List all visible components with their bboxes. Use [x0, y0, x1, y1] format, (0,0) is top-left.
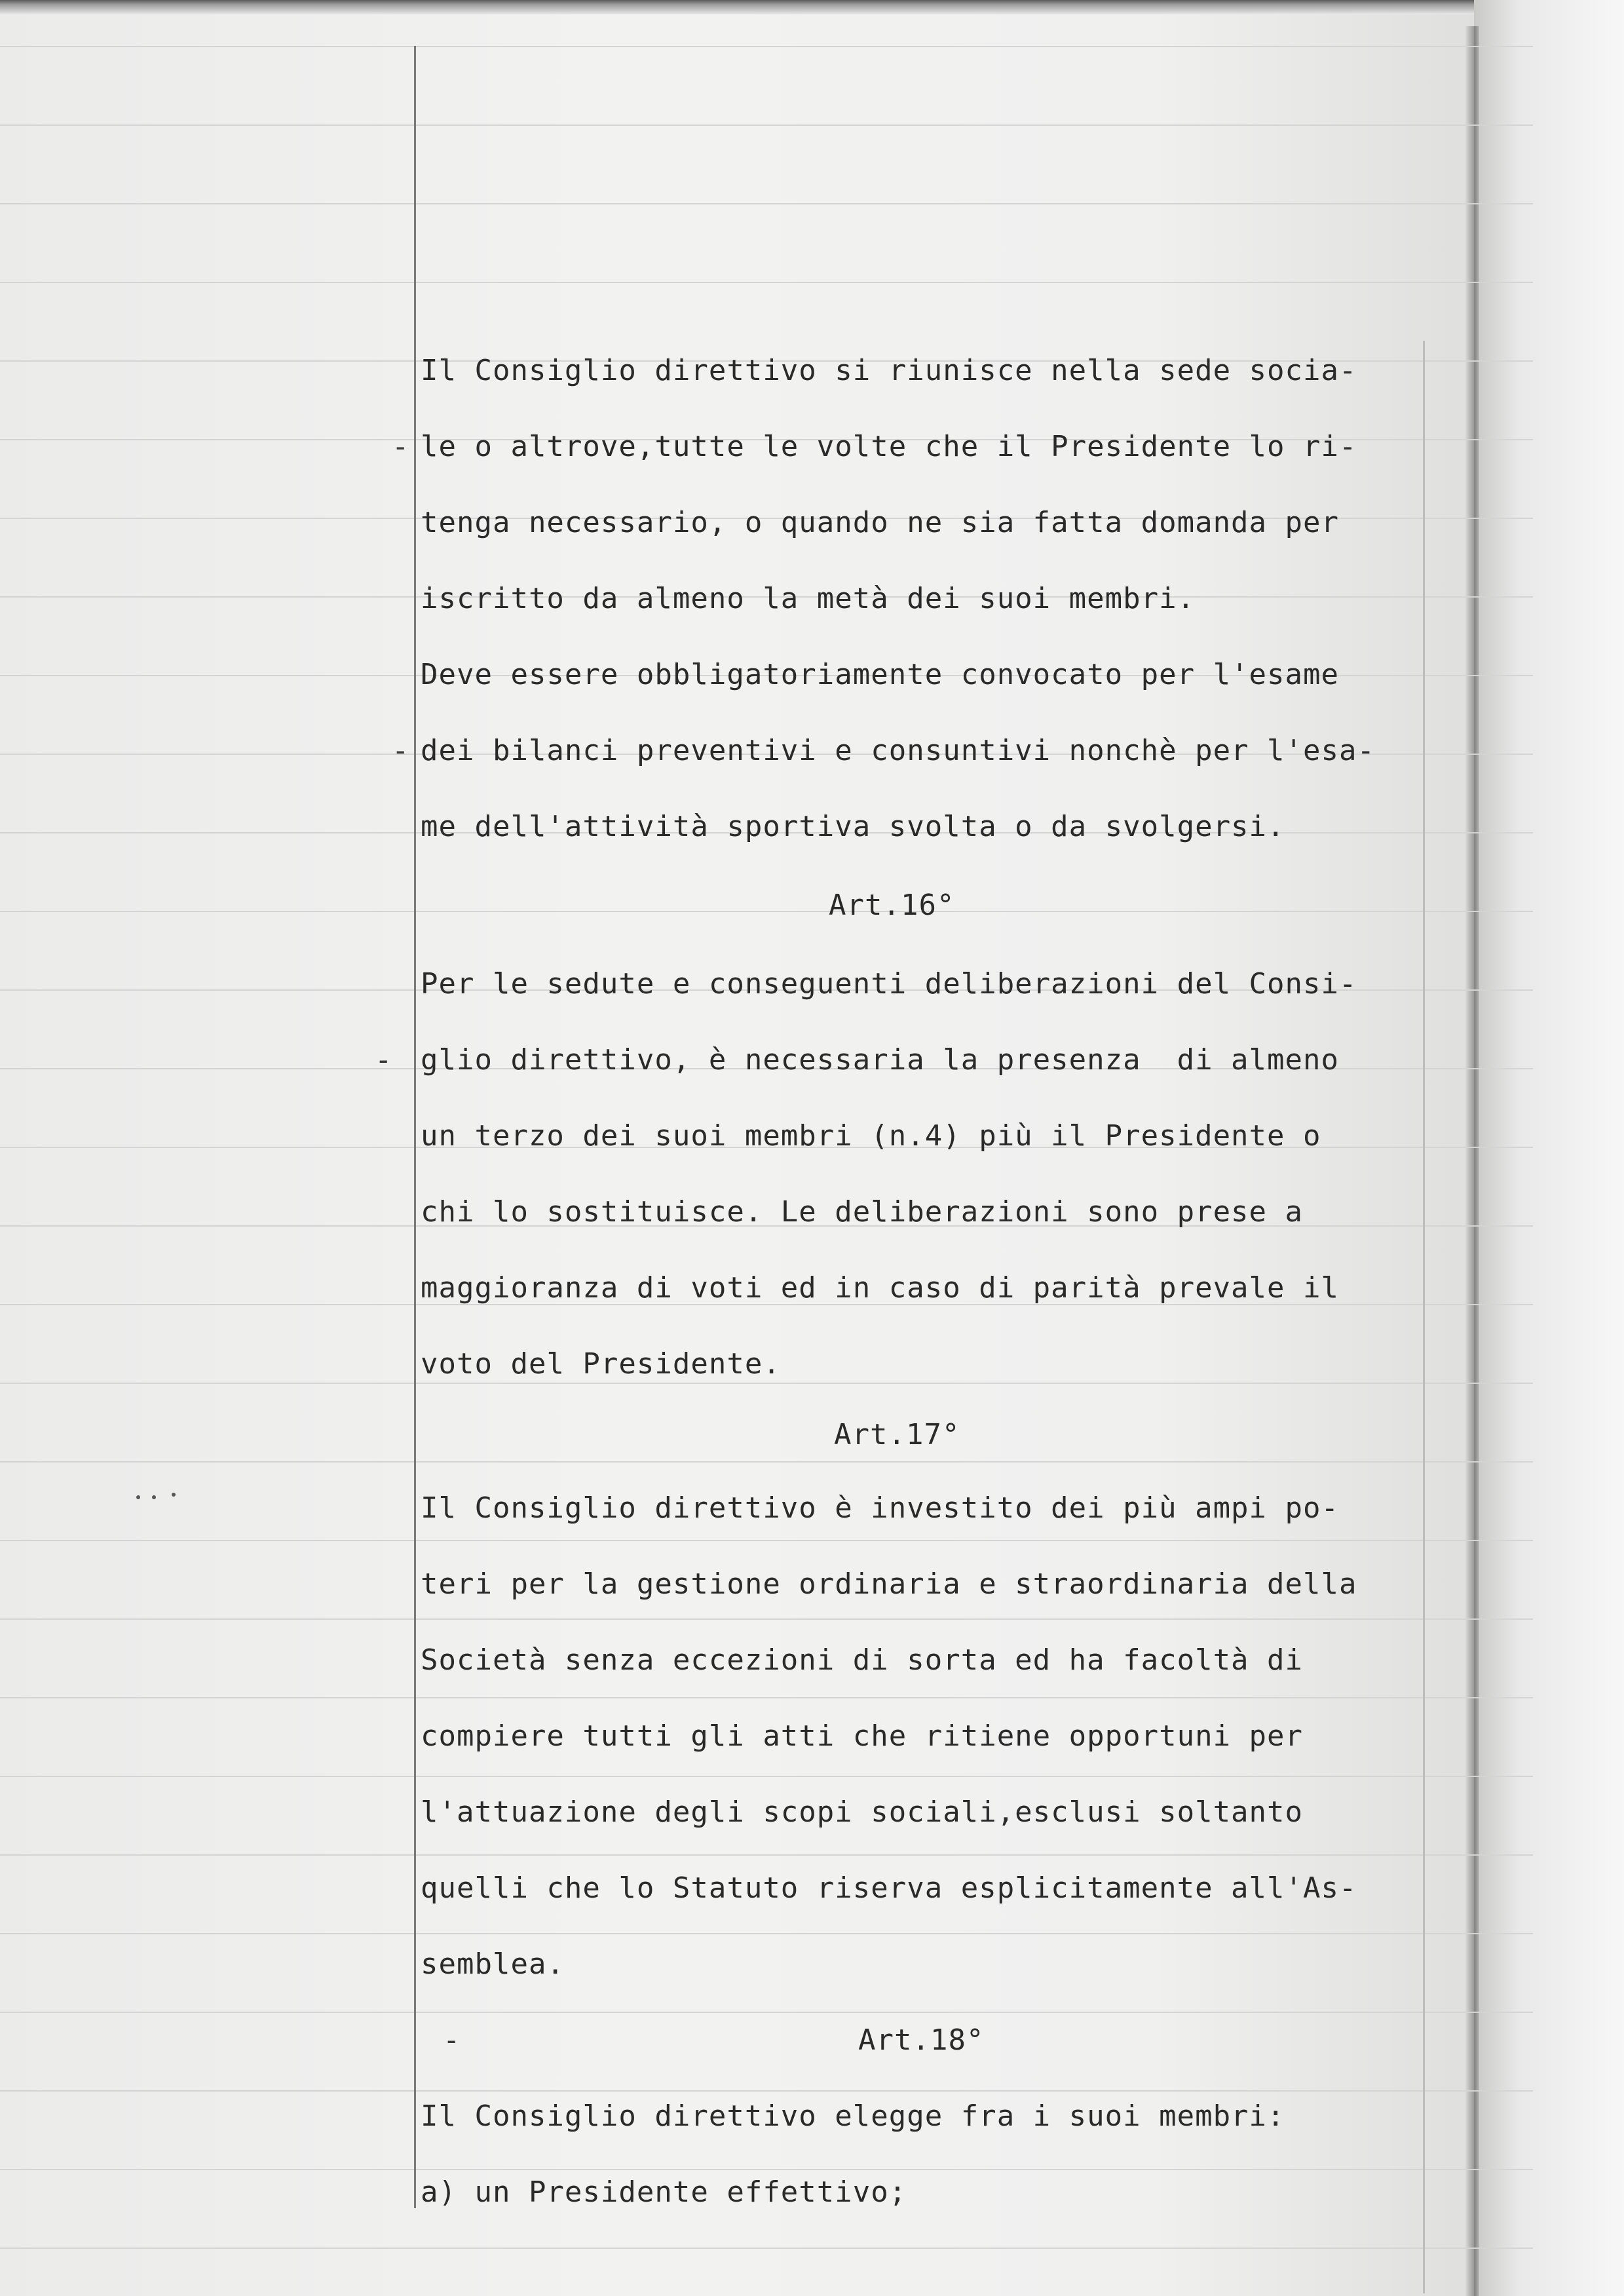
article-heading-16: Art.16°	[829, 889, 955, 922]
ink-speck	[172, 1493, 176, 1497]
ruled-line	[0, 124, 1533, 126]
ruled-line	[0, 2169, 1533, 2170]
ruled-line	[0, 2090, 1533, 2092]
text-line: me dell'attività sportiva svolta o da svolgersi.	[421, 810, 1285, 843]
scan-top-edge	[0, 0, 1624, 14]
text-line: semblea.	[421, 1947, 565, 1981]
ruled-line	[0, 1618, 1533, 1620]
article-heading-17: Art.17°	[834, 1418, 960, 1451]
text-line: quelli che lo Statuto riserva esplicitamente all'As-	[421, 1871, 1357, 1905]
article-heading-18: Art.18°	[858, 2023, 985, 2057]
text-line: maggioranza di voti ed in caso di parità prevale il	[421, 1271, 1340, 1305]
text-line: compiere tutti gli atti che ritiene opportuni per	[421, 1719, 1304, 1753]
text-line: dei bilanci preventivi e consuntivi nonchè per l'esa-	[421, 734, 1375, 767]
ruled-line	[0, 1933, 1533, 1934]
margin-dash: -	[443, 2023, 461, 2057]
text-line: tenga necessario, o quando ne sia fatta domanda per	[421, 506, 1340, 539]
ink-speck	[136, 1495, 140, 1499]
left-margin-line	[414, 46, 416, 2208]
text-line: le o altrove,tutte le volte che il Presidente lo ri-	[421, 430, 1357, 463]
ruled-line	[0, 2248, 1533, 2249]
right-margin-line	[1423, 341, 1425, 2293]
text-line: l'attuazione degli scopi sociali,esclusi soltanto	[421, 1795, 1304, 1829]
text-line: un terzo dei suoi membri (n.4) più il Presidente o	[421, 1119, 1321, 1153]
margin-dash: -	[392, 430, 409, 463]
margin-dash: -	[392, 734, 409, 767]
text-line: chi lo sostituisce. Le deliberazioni sono prese a	[421, 1195, 1304, 1229]
ruled-line	[0, 1776, 1533, 1777]
ruled-line	[0, 1854, 1533, 1856]
ruled-line	[0, 282, 1533, 283]
text-line: Il Consiglio direttivo è investito dei più ampi po-	[421, 1491, 1340, 1525]
scan-right-edge	[1474, 0, 1624, 2296]
text-line: Società senza eccezioni di sorta ed ha facoltà di	[421, 1643, 1304, 1677]
page-edge-shadow	[1465, 26, 1479, 2296]
ruled-line	[0, 2012, 1533, 2013]
text-line: iscritto da almeno la metà dei suoi membri.	[421, 582, 1196, 615]
ruled-line	[0, 1461, 1533, 1463]
margin-dash: -	[375, 1043, 392, 1077]
ruled-line	[0, 911, 1533, 912]
text-line: a) un Presidente effettivo;	[421, 2175, 907, 2209]
text-line: Deve essere obbligatoriamente convocato per l'esame	[421, 658, 1340, 691]
text-line: teri per la gestione ordinaria e straordinaria della	[421, 1567, 1357, 1601]
text-line: Il Consiglio direttivo si riunisce nella sede socia-	[421, 354, 1357, 387]
ruled-line	[0, 203, 1533, 204]
text-line: glio direttivo, è necessaria la presenza di almeno	[421, 1043, 1340, 1077]
ruled-line	[0, 1540, 1533, 1541]
text-line: voto del Presidente.	[421, 1347, 781, 1381]
ink-speck	[152, 1495, 156, 1499]
text-line: Il Consiglio direttivo elegge fra i suoi membri:	[421, 2099, 1285, 2133]
text-line: Per le sedute e conseguenti deliberazioni del Consi-	[421, 967, 1357, 1001]
ruled-line	[0, 1697, 1533, 1698]
ruled-line	[0, 46, 1533, 47]
